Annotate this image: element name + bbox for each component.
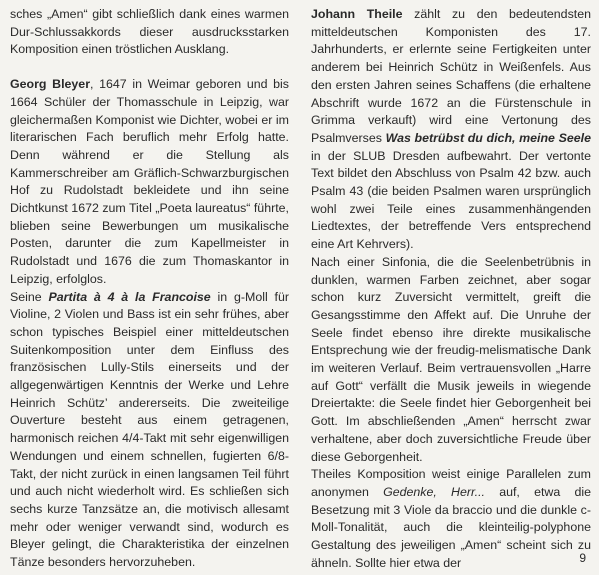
parallels-text-a: Theiles Komposition weist einige Parallelen zum anonymen	[311, 467, 591, 499]
paragraph-bleyer-bio	[10, 76, 289, 288]
paragraph-partita	[10, 289, 289, 572]
right-column	[311, 6, 591, 573]
parallels-text-b: auf, etwa die Besetzung mit 3 Viole da braccio und die dunkle c-Moll-Tonalität, auch die kleinteilig-polyphone Gestaltung des jeweiligen „Amen“ scheint sich zu ähneln. Sollte hier etwa der	[311, 484, 591, 570]
partita-intro: Seine	[10, 289, 49, 304]
paragraph-sinfonia: Nach einer Sinfonia, die die Seelenbetrübnis in dunklen, warmen Farben zeichnet, aber sogar schon kurz Zuversicht vermittelt, greift die Gesangsstimme den Affekt auf. Die Unruhe der Seele findet ebenso ihre direkte musikalische Entsprechung wie der freudig-melismatische Dank im weiteren Verlauf. Beim vertrauensvollen „Harre auf Gott“ verfällt die Musik jeweils in wiegende Dreiertakte: die Seele findet hier Geborgenheit bei Gott. Im abschließenden „Amen“ herrscht zwar verhaltene, aber doch zuversichtliche Freude über diese Geborgenheit.	[311, 254, 591, 464]
composer-name-bleyer: Georg Bleyer	[10, 77, 91, 92]
bleyer-bio-text: , 1647 in Weimar geboren und bis 1664 Schüler der Thomasschule in Leipzig, war gleichermaßen Komponist wie Dichter, wobei er im literarischen Fach beruflich mehr Erfolg hatte. Denn während er die Stellung als Kammerschreiber am Gräflich-Schwarzburgischen Hof zu Rudolstadt bekleidete und ihn seine Dichtkunst 1672 zum Titel „Poeta laureatus“ führte, blieben seine Bewerbungen um musikalische Posten, darunter die zum Kapellmeister in Rudolstadt und 1676 die zum Thomaskantor in Leipzig, erfolglos.	[10, 77, 289, 286]
page-number: 9	[579, 551, 586, 565]
work-title-gedenke: Gedenke, Herr...	[383, 484, 485, 499]
composer-name-theile: Johann Theile	[311, 7, 403, 21]
work-title-partita: Partita à 4 à la Francoise	[48, 289, 211, 304]
paragraph-theile-bio	[311, 6, 591, 254]
theile-bio-text-b: in der SLUB Dresden aufbewahrt. Der vertonte Text bildet den Abschluss von Psalm 42 bzw. auch Psalm 43 (die beiden Psalmen waren ursprünglich wohl zwei Teile eines zusammenhängenden Liedtextes, der betreffende Vers entsprechend eine Art Kehrvers).	[311, 148, 591, 252]
paragraph-parallels	[311, 466, 591, 572]
partita-text: in g-Moll für Violine, 2 Violen und Bass ist ein sehr frühes, aber schon typisches Beispiel einer mitteldeutschen Suitenkomposition unter dem Einfluss des französischen Lully-Stils einerseits und der allgegenwärtigen Kenntnis der Werke und Lehre Heinrich Schütz’ andererseits. Die zweiteilige Ouverture besteht aus einem getragenen, harmonisch reichen 4/4-Takt mit sehr eigenwilligen Wendungen und einem schnellen, fugierten 6/8-Takt, der nicht zurück in einen langsamen Teil führt und auch nicht wiederholt wird. Es schließen sich sechs kurze Tanzsätze an, die motivisch allesamt mehr oder weniger verwandt sind, wodurch es Bleyer gelingt, die Charakteristika der einzelnen Tänze besonders hervorzuheben.	[10, 289, 289, 570]
left-column	[10, 6, 289, 572]
theile-bio-text-a: zählt zu den bedeutendsten mitteldeutschen Komponisten des 17. Jahrhunderts, er erlernte seine Fertigkeiten unter anderem bei Heinrich Schütz in Weißenfels. Aus den ersten Jahren seines Schaffens (die erhaltene Abschrift wurde 1672 an die Fürstenschule in Grimma verkauft) wird eine Vertonung des Psalmverses	[311, 7, 591, 145]
paragraph-amen-ending: sches „Amen“ gibt schließlich dank eines warmen Dur-Schlussakkords dieser ausdrucksstarken Komposition einen tröstlichen Ausklang.	[10, 7, 289, 57]
work-title-was-betruebst: Was betrübst du dich, meine Seele	[385, 130, 591, 145]
